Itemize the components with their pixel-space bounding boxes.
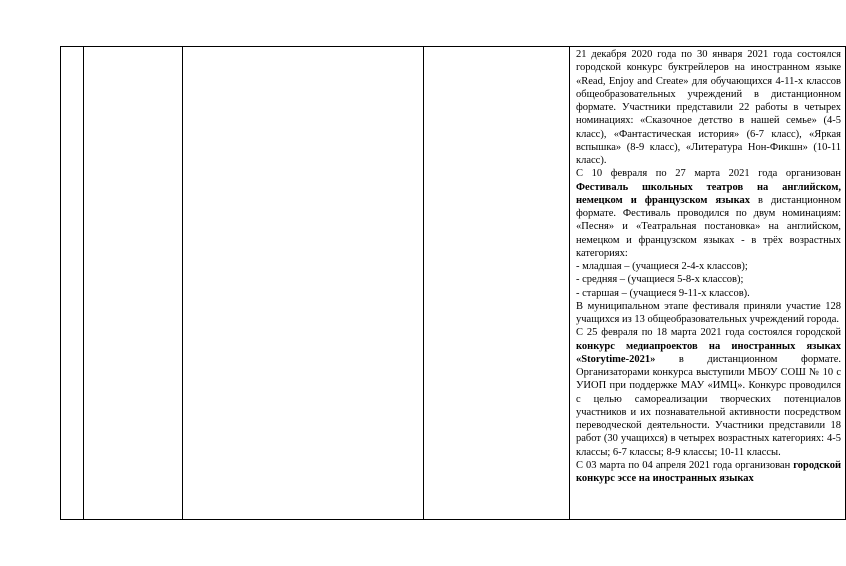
table-cell-4: [424, 47, 570, 520]
text-run: В муниципальном этапе фестиваля приняли участие 128 учащихся из 13 общеобразовательных учреждений города.: [576, 300, 841, 325]
bold-text: конкурс медиапроектов на иностранных языках «Storytime-2021»: [576, 340, 841, 365]
paragraph: [576, 48, 841, 167]
table-row: [61, 47, 846, 520]
table-cell-3: [183, 47, 424, 520]
bold-text: городской конкурс эссе на иностранных языках: [576, 459, 841, 484]
text-run: С 25 февраля по 18 марта 2021 года состоялся городской: [576, 327, 841, 339]
table-cell-1: [61, 47, 84, 520]
text-run: 21 декабря 2020 года по 30 января 2021 года состоялся городской конкурс буктрейлеров на иностранном языке «Read, Enjoy and Create» для обучающихся 4-11-х классов общеобразовательных учреждений в дистанционном формате. Участники представили 22 работы в четырех номинациях: «Сказочное детство в нашей семье» (4-5 класс), «Фантастическая история» (6-7 класс), «Яркая вспышка» (8-9 класс), «Литература Нон-Фикшн» (10-11 класс).: [576, 49, 841, 166]
paragraph: [576, 287, 841, 300]
bold-text: Фестиваль школьных театров на английском, немецком и французском языках: [576, 181, 841, 206]
paragraph: [576, 167, 841, 260]
text-run: С 10 февраля по 27 марта 2021 года организован: [576, 168, 841, 180]
text-run: - младшая – (учащиеся 2-4-х классов);: [576, 261, 748, 272]
table-cell-2: [84, 47, 183, 520]
text-run: в дистанционном формате. Фестиваль проводился по двум номинациям: «Песня» и «Театральная постановка» на английском, немецком и французском языках - в трёх возрастных категориях:: [576, 194, 841, 259]
paragraph: [576, 300, 841, 327]
text-run: - старшая – (учащиеся 9-11-х классов).: [576, 287, 750, 299]
text-run: - средняя – (учащиеся 5-8-х классов);: [576, 274, 744, 286]
paragraph: [576, 459, 841, 486]
paragraph: [576, 260, 841, 273]
document-table: [60, 46, 846, 520]
paragraph: [576, 273, 841, 286]
table-cell-text: [570, 47, 846, 520]
text-run: в дистанционном формате. Организаторами конкурса выступили МБОУ СОШ № 10 с УИОП при поддержке МАУ «ИМЦ». Конкурс проводился с целью самореализации творческих потенциалов участников и их познавательной активности посредством переводческой деятельности. Участники представили 18 работ (30 учащихся) в четырех возрастных категориях: 4-5 классы; 6-7 классы; 8-9 классы; 10-11 классы.: [576, 353, 841, 458]
event-description: [570, 47, 845, 485]
text-run: С 03 марта по 04 апреля 2021 года организован: [576, 459, 794, 471]
paragraph: [576, 326, 841, 459]
